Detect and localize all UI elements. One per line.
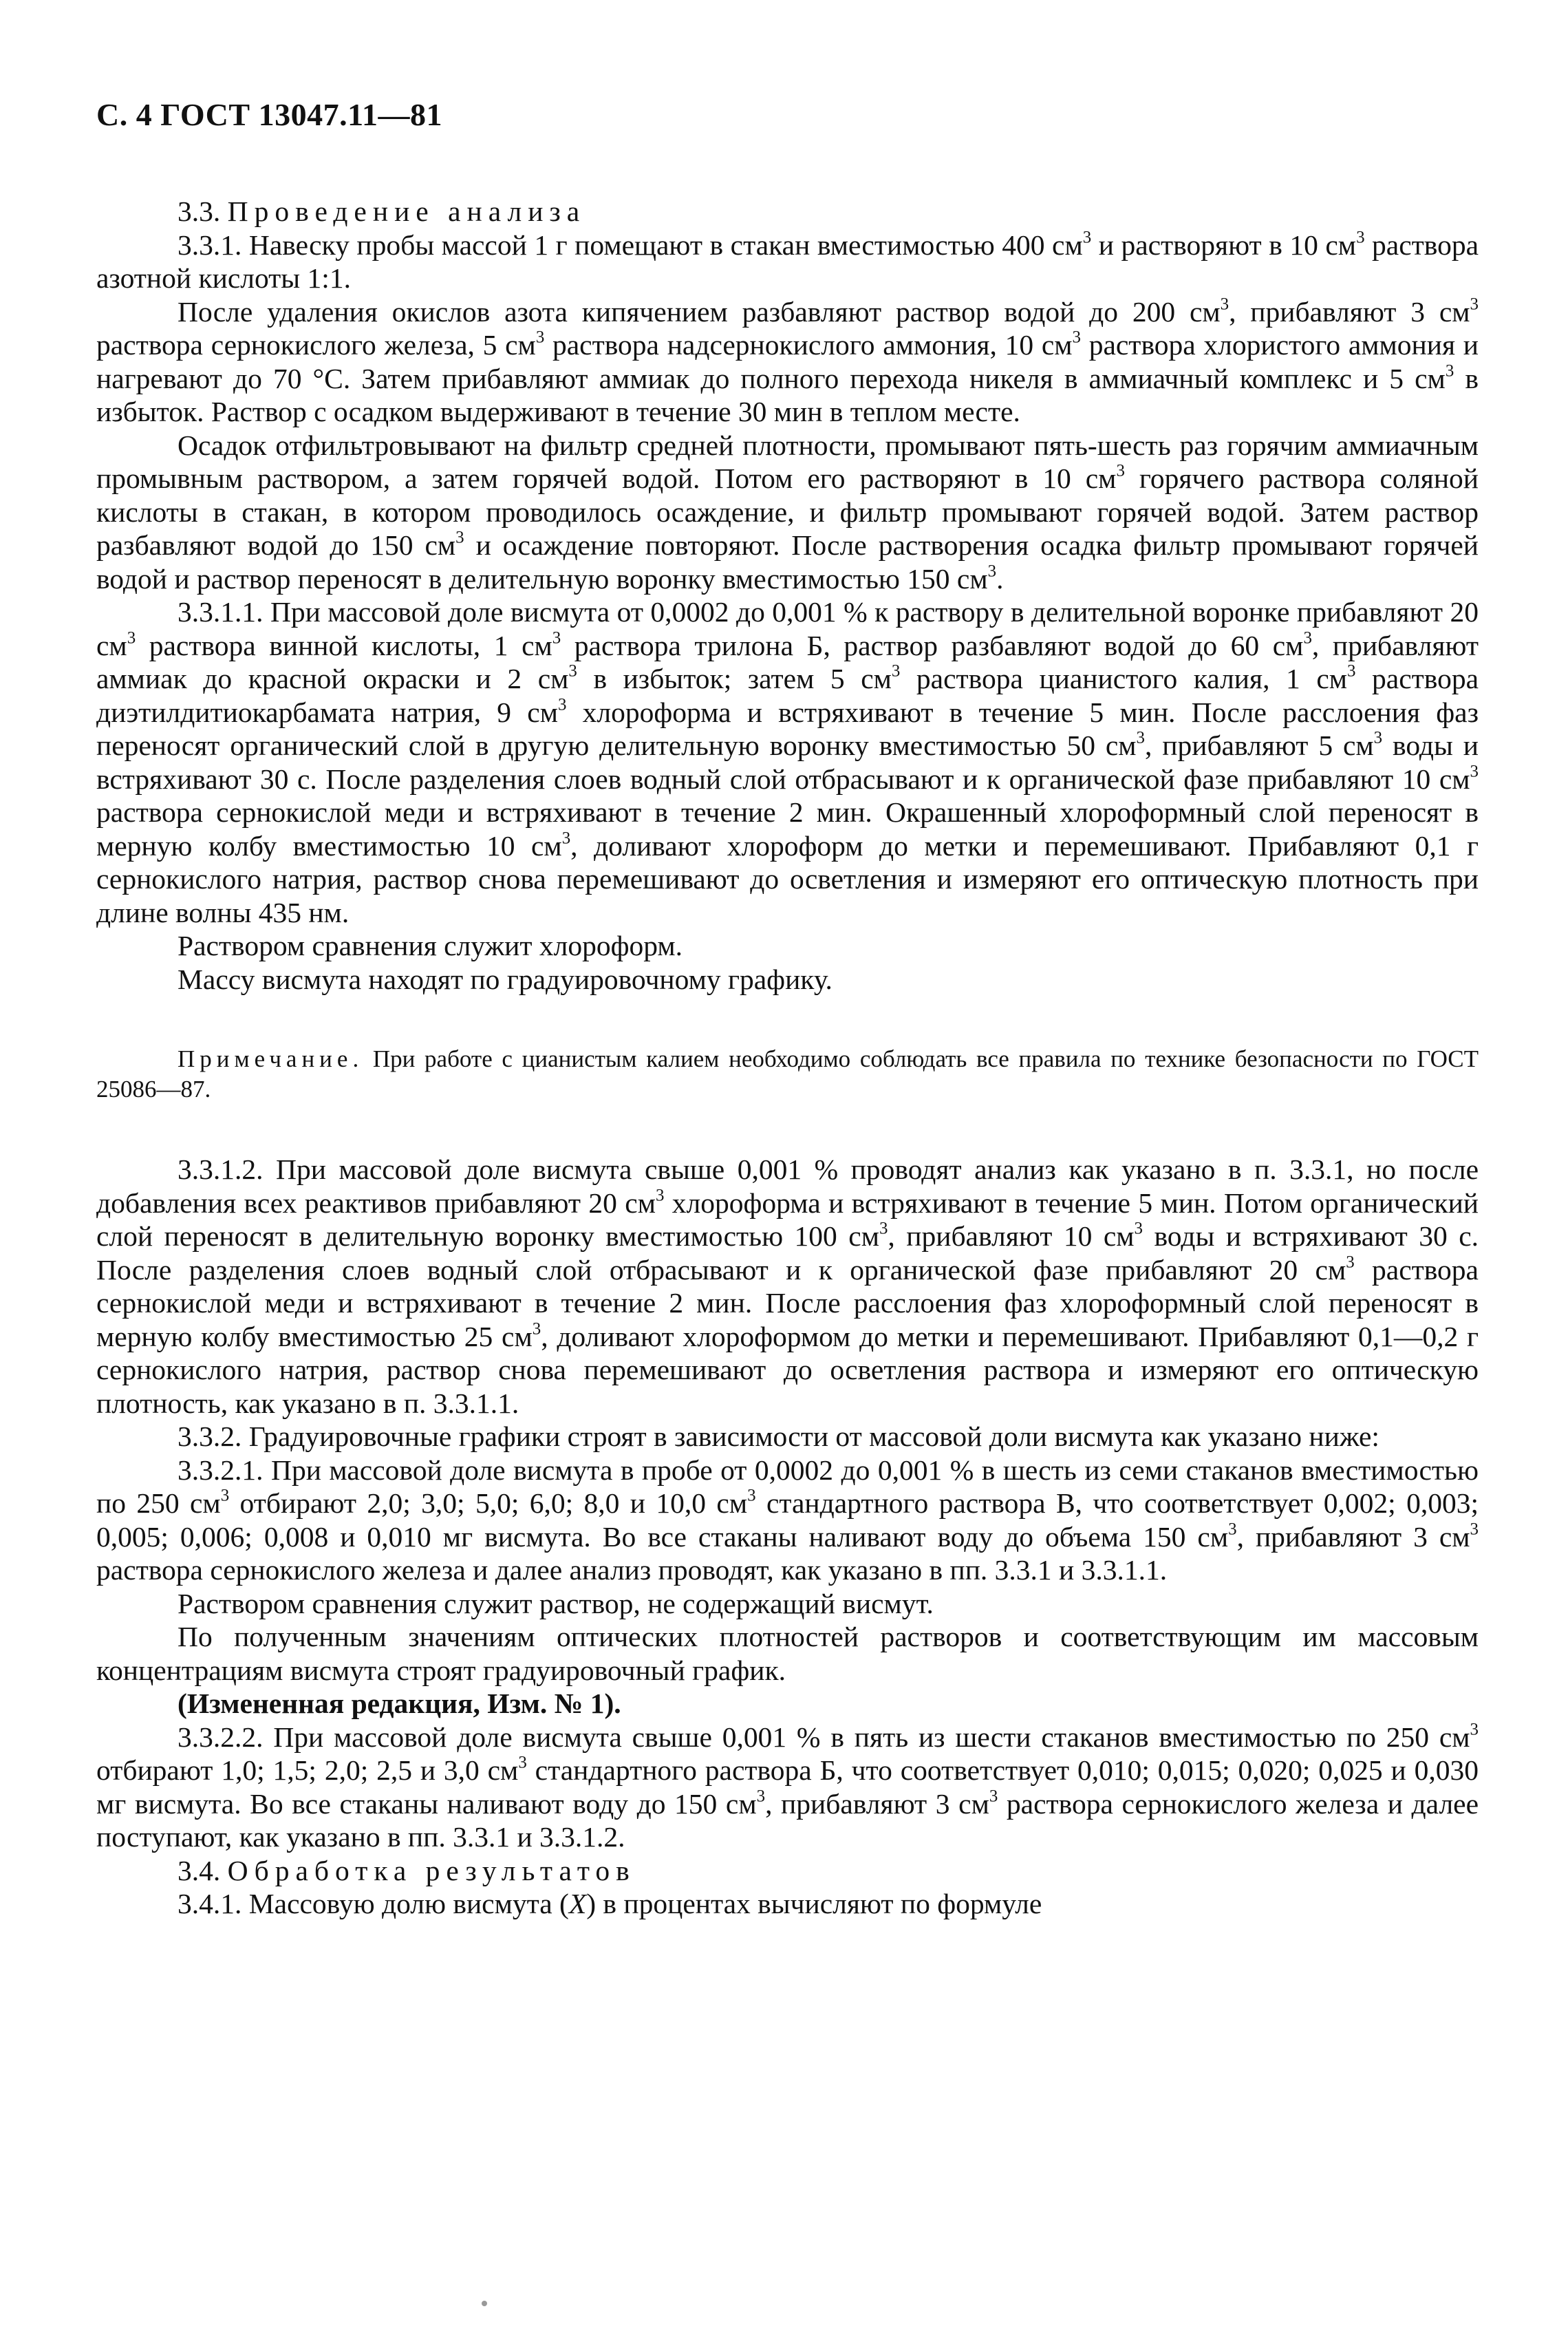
paragraph-3-4-1	[96, 1887, 1479, 1921]
text: , прибавляют 10 см	[888, 1220, 1135, 1252]
superscript: 3	[655, 1186, 665, 1205]
variable-x: X	[568, 1888, 587, 1919]
superscript: 3	[879, 1219, 888, 1238]
text: , прибавляют 5 см	[1145, 730, 1374, 761]
superscript: 3	[1445, 361, 1454, 381]
text: раствора сернокислой меди и встряхивают в течение 2 мин. После расслоения фаз хлороформный слой переносят в мерную колбу вместимостью 25 см	[96, 1253, 1479, 1352]
superscript: 3	[1470, 762, 1479, 781]
superscript: 3	[756, 1787, 766, 1806]
superscript: 3	[535, 328, 545, 347]
text: раствора трилона Б, раствор разбавляют водой до 60 см	[561, 629, 1304, 661]
text: воды и встряхивают 30 с. После разделения слоев водный слой отбрасывают и к органической фазе прибавляют 10 см	[96, 730, 1479, 795]
paragraph-3-3-2: 3.3.2. Градуировочные графики строят в зависимости от массовой доли висмута как указано ниже:	[178, 1420, 1379, 1452]
superscript: 3	[455, 528, 464, 547]
superscript: 3	[1228, 1520, 1237, 1539]
paragraph-bismuth-mass: Массу висмута находят по градуировочному графику.	[178, 963, 833, 995]
text: отбирают 2,0; 3,0; 5,0; 6,0; 8,0 и 10,0 см	[229, 1487, 748, 1519]
scan-speck	[482, 2301, 487, 2306]
text: горячего раствора соляной кислоты в стакан, в котором проводилось осаждение, и фильтр промывают горячей водой. Затем раствор разбавляют водой до 150 см	[96, 462, 1479, 561]
paragraph-3-3-2-1	[96, 1454, 1479, 1587]
note-label: Примечание.	[178, 1045, 364, 1072]
superscript: 3	[1136, 728, 1145, 747]
paragraph-3-3-1-1	[96, 595, 1479, 929]
text: .	[996, 562, 1004, 595]
text: раствора сернокислой меди и встряхивают в течение 2 мин. Окрашенный хлороформный слой переносят в мерную колбу вместимостью 10 см	[96, 796, 1479, 862]
superscript: 3	[1373, 728, 1383, 747]
superscript: 3	[532, 1319, 541, 1339]
text: 3.3.1.1. При массовой доле висмута от 0,0002 до 0,001 % к раствору в делительной воронке прибавляют 20 см	[96, 596, 1479, 661]
text: раствора цианистого калия, 1 см	[900, 663, 1348, 694]
superscript: 3	[989, 1787, 998, 1806]
text: хлороформа и встряхивают в течение 5 мин. После расслоения фаз переносят органический слой в другую делительную воронку вместимостью 50 см	[96, 696, 1479, 761]
text: раствора азотной кислоты 1:1.	[96, 228, 1479, 294]
paragraph-calibration-graph: По полученным значениям оптических плотностей растворов и соответствующим им массовым концентрациям висмута строят градуировочный график.	[96, 1621, 1479, 1686]
superscript: 3	[1346, 1253, 1355, 1272]
superscript: 3	[552, 628, 561, 648]
paragraph-amendment: (Измененная редакция, Изм. № 1).	[178, 1688, 621, 1719]
superscript: 3	[1303, 628, 1312, 648]
text: в избыток; затем 5 см	[577, 663, 892, 694]
text: , прибавляют 3 см	[1236, 1520, 1470, 1553]
text: раствора хлористого аммония и нагревают до 70 °С. Затем прибавляют аммиак до полного перехода никеля в аммиачный комплекс и 5 см	[96, 329, 1479, 394]
text: , прибавляют 3 см	[765, 1787, 989, 1820]
text: 3.4.1. Массовую долю висмута (	[178, 1888, 569, 1919]
text: , доливают хлороформ до метки и перемешивают. Прибавляют 0,1 г сернокислого натрия, раствор снова перемешивают до осветления и измеряют его оптическую плотность при длине волны 435 нм.	[96, 829, 1479, 928]
text: , доливают хлороформом до метки и перемешивают. Прибавляют 0,1—0,2 г сернокислого натрия, раствор снова перемешивают до осветления раствора и измеряют его оптическую плотность, как указано в п. 3.3.1.1.	[96, 1320, 1479, 1419]
superscript: 3	[561, 829, 571, 848]
superscript: 3	[1356, 228, 1365, 247]
text: стандартного раствора Б, что соответствует 0,010; 0,015; 0,020; 0,025 и 0,030 мг висмута. Во все стаканы наливают воду до 150 см	[96, 1754, 1479, 1820]
text: раствора надсернокислого аммония, 10 см	[544, 329, 1073, 361]
text: раствора диэтилдитиокарбамата натрия, 9 см	[96, 663, 1479, 728]
page-header: С. 4 ГОСТ 13047.11—81	[96, 97, 443, 132]
superscript: 3	[1134, 1219, 1143, 1238]
superscript: 3	[891, 661, 901, 681]
superscript: 3	[987, 562, 997, 581]
superscript: 3	[1347, 661, 1356, 681]
superscript: 3	[220, 1486, 230, 1505]
paragraph-3-3-2-2	[96, 1721, 1479, 1854]
superscript: 3	[568, 661, 577, 681]
section-title: Обработка результатов	[227, 1854, 636, 1886]
superscript: 3	[747, 1486, 756, 1505]
text: и растворяют в 10 см	[1091, 228, 1357, 261]
superscript: 3	[1220, 295, 1229, 314]
text: , прибавляют аммиак до красной окраски и 2 см	[96, 629, 1479, 694]
superscript: 3	[1082, 228, 1092, 247]
section-3-4-heading	[96, 1854, 1479, 1888]
superscript: 3	[127, 628, 136, 648]
text: 3.3.2.2. При массовой доле висмута свыше 0,001 % в пять из шести стаканов вместимостью по 250 см	[178, 1721, 1470, 1753]
section-number: 3.3.	[178, 195, 221, 227]
text: 3.3.1. Навеску пробы массой 1 г помещают в стакан вместимостью 400 см	[178, 228, 1083, 261]
superscript: 3	[557, 695, 567, 714]
section-3-3-heading	[96, 195, 1479, 228]
paragraph-reference-solution-2: Раствором сравнения служит раствор, не содержащий висмут.	[178, 1587, 934, 1619]
superscript: 3	[1470, 295, 1479, 314]
superscript: 3	[1072, 328, 1081, 347]
paragraph-3-3-1-2	[96, 1153, 1479, 1420]
text: раствора винной кислоты, 1 см	[136, 629, 552, 661]
paragraph-3-3-1-b	[96, 295, 1479, 429]
text: После удаления окислов азота кипячением разбавляют раствор водой до 200 см	[178, 295, 1221, 328]
paragraph-reference-solution: Раствором сравнения служит хлороформ.	[178, 930, 683, 961]
text: стандартного раствора В, что соответствует 0,002; 0,003; 0,005; 0,006; 0,008 и 0,010 мг висмута. Во все стаканы наливают воду до объема 150 см	[96, 1487, 1479, 1553]
superscript: 3	[1116, 461, 1125, 480]
section-number: 3.4.	[178, 1854, 221, 1886]
text: в избыток. Раствор с осадком выдерживают в течение 30 мин в теплом месте.	[96, 362, 1479, 427]
text: Осадок отфильтровывают на фильтр средней плотности, промывают пять-шесть раз горячим аммиачным промывным раствором, а затем горячей водой. Потом его растворяют в 10 см	[96, 429, 1479, 494]
text: ) в процентах вычисляют по формуле	[586, 1888, 1042, 1919]
superscript: 3	[518, 1753, 527, 1772]
note-text: При работе с цианистым калием необходимо соблюдать все правила по технике безопасности по ГОСТ 25086—87.	[96, 1045, 1479, 1103]
text: и осаждение повторяют. После растворения осадка фильтр промывают горячей водой и раствор переносят в делительную воронку вместимостью 150 см	[96, 529, 1479, 595]
text: раствора сернокислого железа и далее поступают, как указано в пп. 3.3.1 и 3.3.1.2.	[96, 1787, 1479, 1853]
text: хлороформа и встряхивают в течение 5 мин. Потом органический слой переносят в делительную воронку вместимостью 100 см	[96, 1186, 1479, 1252]
note	[96, 1044, 1479, 1105]
paragraph-3-3-1-c	[96, 429, 1479, 596]
superscript: 3	[1470, 1520, 1479, 1539]
text: раствора сернокислого железа, 5 см	[96, 329, 536, 361]
paragraph-3-3-1	[96, 228, 1479, 295]
text: 3.3.2.1. При массовой доле висмута в пробе от 0,0002 до 0,001 % в шесть из семи стаканов вместимостью по 250 см	[96, 1454, 1479, 1519]
text: 3.3.1.2. При массовой доле висмута свыше 0,001 % проводят анализ как указано в п. 3.3.1, но после добавления всех реактивов прибавляют 20 см	[96, 1153, 1479, 1219]
text: воды и встряхивают 30 с. После разделения слоев водный слой отбрасывают и к органической фазе прибавляют 20 см	[96, 1220, 1479, 1286]
section-title: Проведение анализа	[227, 195, 586, 227]
superscript: 3	[1470, 1720, 1479, 1739]
text: отбирают 1,0; 1,5; 2,0; 2,5 и 3,0 см	[96, 1754, 519, 1786]
text: раствора сернокислого железа и далее анализ проводят, как указано в пп. 3.3.1 и 3.3.1.1.	[96, 1554, 1168, 1586]
text: , прибавляют 3 см	[1229, 295, 1470, 328]
